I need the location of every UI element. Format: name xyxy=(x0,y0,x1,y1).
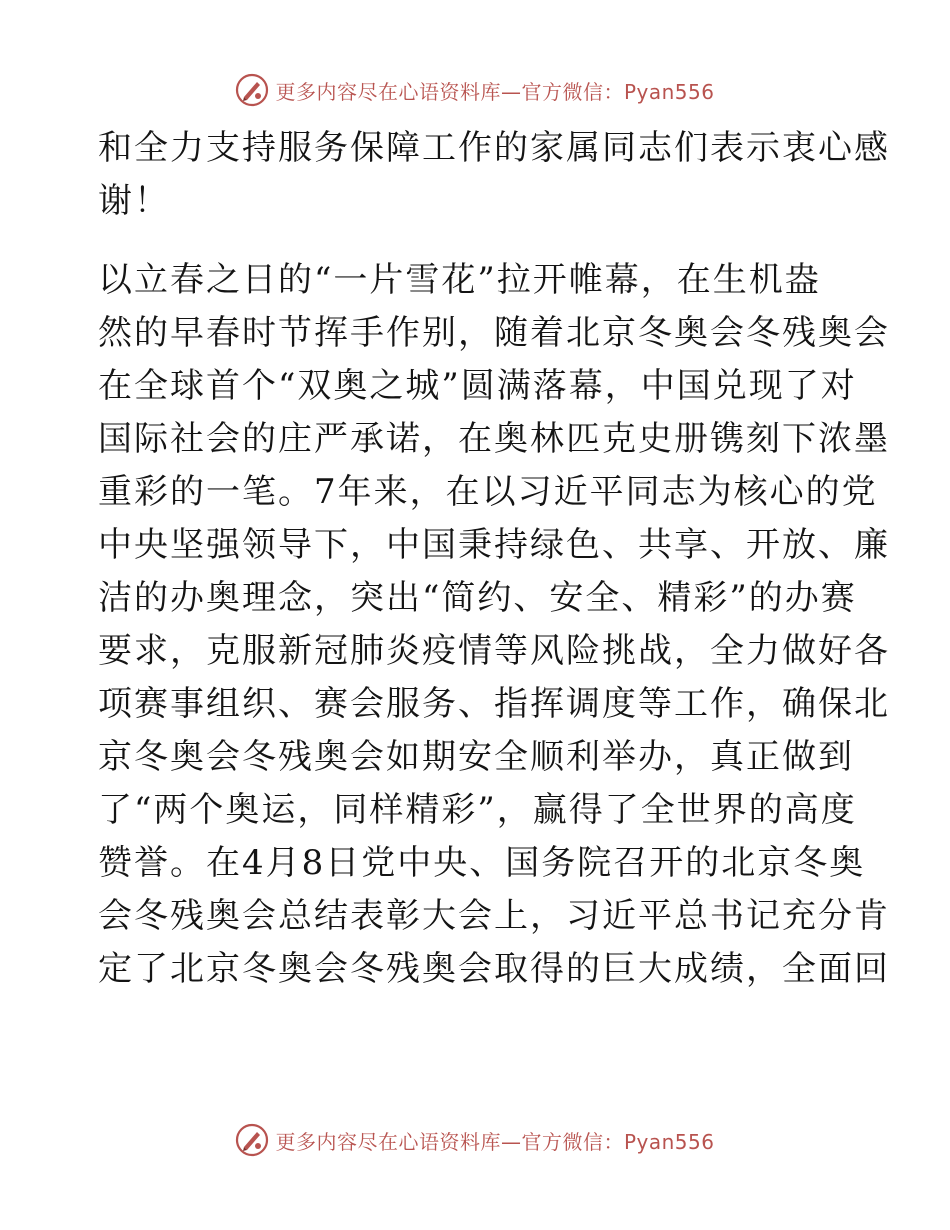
watermark-text: 更多内容尽在心语资料库—官方微信：Pyan556 xyxy=(275,1129,715,1154)
text-line: 在全球首个“双奥之城”圆满落幕，中国兑现了对 xyxy=(98,366,857,406)
pen-seal-logo-icon xyxy=(235,1123,269,1157)
text-line: 然的早春时节挥手作别，随着北京冬奥会冬残奥会 xyxy=(98,313,890,353)
pen-seal-logo-icon xyxy=(235,73,269,107)
paragraph-spacer xyxy=(98,228,858,254)
header-watermark xyxy=(0,70,950,110)
text-line: 要求，克服新冠肺炎疫情等风险挑战，全力做好各 xyxy=(98,631,890,671)
text-line: 中央坚强领导下，中国秉持绿色、共享、开放、廉 xyxy=(98,525,890,565)
text-line: 了“两个奥运，同样精彩”，赢得了全世界的高度 xyxy=(98,790,857,830)
text-line: 洁的办奥理念，突出“简约、安全、精彩”的办赛 xyxy=(98,578,857,618)
text-line: 和全力支持服务保障工作的家属同志们表示衷心感 xyxy=(98,128,890,168)
paragraph-2 xyxy=(98,254,890,996)
document-body xyxy=(98,122,890,996)
text-line: 定了北京冬奥会冬残奥会取得的巨大成绩，全面回 xyxy=(98,949,890,989)
text-line: 京冬奥会冬残奥会如期安全顺利举办，真正做到 xyxy=(98,737,854,777)
paragraph-1 xyxy=(98,122,890,228)
footer-watermark xyxy=(0,1120,950,1160)
text-line: 项赛事组织、赛会服务、指挥调度等工作，确保北 xyxy=(98,684,890,724)
text-line: 谢！ xyxy=(98,181,170,221)
text-line: 重彩的一笔。7年来，在以习近平同志为核心的党 xyxy=(98,472,878,512)
text-line: 会冬残奥会总结表彰大会上，习近平总书记充分肯 xyxy=(98,896,890,936)
watermark-text: 更多内容尽在心语资料库—官方微信：Pyan556 xyxy=(275,79,715,104)
text-line: 以立春之日的“一片雪花”拉开帷幕，在生机盎 xyxy=(98,260,821,300)
text-line: 赞誉。在4月8日党中央、国务院召开的北京冬奥 xyxy=(98,843,866,883)
text-line: 国际社会的庄严承诺，在奥林匹克史册镌刻下浓墨 xyxy=(98,419,890,459)
